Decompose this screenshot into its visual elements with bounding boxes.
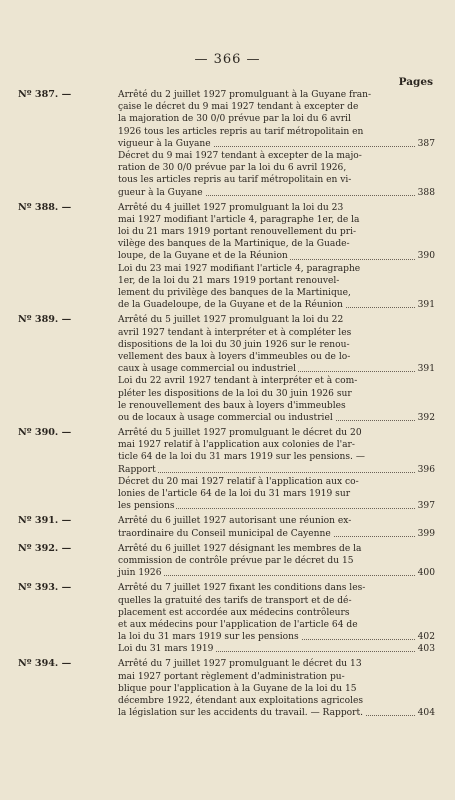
entry-line: mai 1927 modifiant l'article 4, paragraphe 1er, de la bbox=[118, 214, 360, 225]
toc-entry bbox=[0, 515, 455, 542]
entry-line: placement est accordée aux médecins contrôleurs bbox=[118, 607, 350, 618]
entry-line: Rapport 396 bbox=[118, 464, 435, 475]
entry-item bbox=[0, 263, 455, 312]
entry-line: Loi du 22 avril 1927 tendant à interpréter et à com- bbox=[118, 376, 358, 387]
entry-number: Nº 390. — bbox=[18, 427, 72, 439]
dot-leader bbox=[118, 472, 433, 473]
page-reference: 391 bbox=[417, 364, 435, 375]
entry-line: Arrêté du 7 juillet 1927 promulguant le décret du 13 bbox=[118, 659, 362, 670]
entry-line: lonies de l'article 64 de la loi du 31 mars 1919 sur bbox=[118, 489, 351, 499]
entry-line: blique pour l'application à la Guyane de la loi du 15 bbox=[118, 683, 357, 694]
table-of-contents bbox=[0, 89, 455, 722]
page-reference: 392 bbox=[417, 412, 435, 423]
entry-line: vilège des banques de la Martinique, de la Guade- bbox=[118, 239, 350, 250]
toc-entry bbox=[0, 427, 455, 515]
toc-entry bbox=[0, 314, 455, 427]
entry-number: Nº 389. — bbox=[18, 314, 72, 326]
entry-line: Arrêté du 2 juillet 1927 promulguant à la Guyane fran- bbox=[118, 90, 372, 100]
page-reference: 390 bbox=[417, 251, 435, 262]
entry-line: Arrêté du 6 juillet 1927 désignant les membres de la bbox=[118, 543, 362, 554]
toc-entry bbox=[0, 543, 455, 583]
entry-line: quelles la gratuité des tarifs de transport et de dé- bbox=[118, 595, 352, 606]
entry-line: vigueur à la Guyane 387 bbox=[118, 138, 435, 149]
entry-line: caux à usage commercial ou industriel 391 bbox=[118, 364, 435, 375]
entry-line: la loi du 31 mars 1919 sur les pensions 402 bbox=[118, 632, 435, 643]
entry-number: Nº 387. — bbox=[18, 89, 72, 100]
entry-line: pléter les dispositions de la loi du 30 juin 1926 sur bbox=[118, 388, 352, 399]
entry-line: Arrêté du 5 juillet 1927 promulguant la loi du 22 bbox=[118, 315, 344, 326]
entry-line: de la Guadeloupe, de la Guyane et de la Réunion 391 bbox=[118, 300, 435, 311]
entry-line: çaise le décret du 9 mai 1927 tendant à excepter de bbox=[118, 102, 359, 113]
entry-item bbox=[0, 375, 455, 424]
entry-line: Loi du 31 mars 1919 403 bbox=[118, 644, 435, 655]
entry-line: 1er, de la loi du 21 mars 1919 portant renouvel- bbox=[118, 275, 340, 286]
entry-line: décembre 1922, étendant aux exploitations agricoles bbox=[118, 696, 364, 706]
entry-item bbox=[0, 476, 455, 513]
entry-line: ration de 30 0/0 prévue par la loi du 6 avril 1926, bbox=[118, 163, 347, 174]
pages-column-label: Pages bbox=[398, 76, 433, 88]
page-reference: 388 bbox=[417, 187, 435, 198]
entry-line: loi du 21 mars 1919 portant renouvellement du pri- bbox=[118, 227, 357, 238]
entry-line: mai 1927 portant règlement d'administration pu- bbox=[118, 671, 345, 682]
entry-item bbox=[0, 150, 455, 199]
page-reference: 402 bbox=[417, 632, 435, 643]
entry-line: 1926 tous les articles repris au tarif métropolitain en bbox=[118, 126, 364, 137]
entry-line: lement du privilège des banques de la Martinique, bbox=[118, 288, 351, 298]
entry-line: Loi du 23 mai 1927 modifiant l'article 4, paragraphe bbox=[118, 263, 361, 274]
entry-line: juin 1926 400 bbox=[118, 568, 435, 579]
entry-line: Arrêté du 7 juillet 1927 fixant les conditions dans les- bbox=[118, 583, 366, 594]
entry-line: ticle 64 de la loi du 31 mars 1919 sur les pensions. — bbox=[118, 452, 365, 463]
entry-line: Arrêté du 6 juillet 1927 autorisant une réunion ex- bbox=[118, 516, 352, 527]
toc-entry bbox=[0, 658, 455, 722]
page-reference: 400 bbox=[417, 568, 435, 579]
toc-entry bbox=[0, 582, 455, 658]
entry-line: Arrêté du 4 juillet 1927 promulguant la loi du 23 bbox=[118, 202, 344, 213]
page-reference: 396 bbox=[417, 464, 435, 475]
entry-line: Décret du 9 mai 1927 tendant à excepter de la majo- bbox=[118, 150, 362, 161]
entry-line: avril 1927 tendant à interpréter et à compléter les bbox=[118, 327, 352, 338]
dot-leader bbox=[118, 575, 433, 576]
entry-number: Nº 393. — bbox=[18, 582, 72, 594]
entry-line: Arrêté du 5 juillet 1927 promulguant le décret du 20 bbox=[118, 428, 362, 439]
entry-line: la législation sur les accidents du travail. — Rapport. 404 bbox=[118, 708, 435, 719]
entry-line: traordinaire du Conseil municipal de Cayenne 399 bbox=[118, 528, 435, 539]
page-reference: 399 bbox=[417, 528, 435, 539]
entry-line: loupe, de la Guyane et de la Réunion 390 bbox=[118, 251, 435, 262]
entry-line: et aux médecins pour l'application de l'article 64 de bbox=[118, 619, 358, 630]
entry-number: Nº 394. — bbox=[18, 658, 72, 670]
entry-line: tous les articles repris au tarif métropolitain en vi- bbox=[118, 175, 352, 186]
entry-line: Décret du 20 mai 1927 relatif à l'application aux co- bbox=[118, 476, 359, 487]
entry-item bbox=[0, 643, 455, 655]
entry-line: les pensions 397 bbox=[118, 501, 435, 512]
entry-number: Nº 391. — bbox=[18, 515, 72, 527]
toc-entry bbox=[0, 202, 455, 315]
entry-line: vellement des baux à loyers d'immeubles ou de lo- bbox=[118, 351, 351, 362]
page-reference: 403 bbox=[417, 644, 435, 655]
entry-line: dispositions de la loi du 30 juin 1926 sur le renou- bbox=[118, 339, 350, 350]
entry-line: ou de locaux à usage commercial ou industriel 392 bbox=[118, 412, 435, 423]
entry-line: mai 1927 relatif à l'application aux colonies de l'ar- bbox=[118, 440, 355, 451]
entry-line: gueur à la Guyane 388 bbox=[118, 187, 435, 198]
page-reference: 387 bbox=[417, 138, 435, 149]
entry-number: Nº 388. — bbox=[18, 201, 72, 213]
entry-line: le renouvellement des baux à loyers d'immeubles bbox=[118, 400, 346, 411]
page-number: — 366 — bbox=[194, 52, 261, 67]
page-reference: 404 bbox=[417, 708, 435, 719]
page-reference: 391 bbox=[417, 300, 435, 311]
entry-line: commission de contrôle prévue par le décret du 15 bbox=[118, 555, 354, 566]
page-reference: 397 bbox=[417, 501, 435, 512]
entry-line: la majoration de 30 0/0 prévue par la loi du 6 avril bbox=[118, 114, 351, 125]
toc-entry bbox=[0, 89, 455, 202]
entry-number: Nº 392. — bbox=[18, 542, 72, 554]
